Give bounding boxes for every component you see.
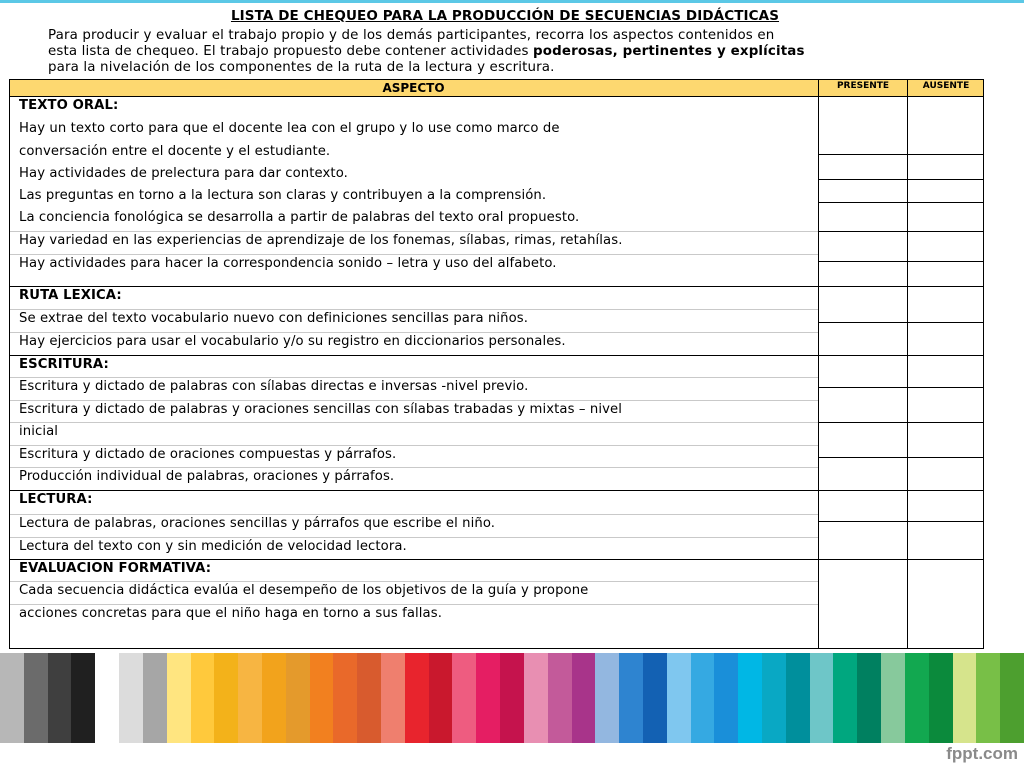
palette-swatch [24, 653, 48, 743]
palette-swatch [191, 653, 215, 743]
palette-swatch [262, 653, 286, 743]
checklist-item: La conciencia fonológica se desarrolla a partir de palabras del texto oral propuesto. [19, 210, 580, 225]
check-cell-border [818, 387, 984, 388]
check-cell-border [818, 286, 984, 287]
palette-swatch [214, 653, 238, 743]
row-gridline [10, 254, 818, 255]
check-cell-border [818, 559, 984, 560]
row-gridline [10, 467, 818, 468]
palette-swatch [429, 653, 453, 743]
check-cell-border [818, 154, 984, 155]
palette-swatch [881, 653, 905, 743]
palette-swatch [1000, 653, 1024, 743]
row-gridline [10, 604, 818, 605]
table-vertical-border [907, 79, 908, 649]
document-title: LISTA DE CHEQUEO PARA LA PRODUCCIÓN DE SECUENCIAS DIDÁCTICAS [230, 8, 780, 24]
intro-line-2 [48, 44, 978, 60]
palette-swatch [0, 653, 24, 743]
table-vertical-border [9, 79, 10, 649]
section-heading: TEXTO ORAL: [19, 98, 119, 113]
section-heading: LECTURA: [19, 492, 93, 507]
palette-swatch [595, 653, 619, 743]
checklist-item: Escritura y dictado de oraciones compuestas y párrafos. [19, 447, 397, 462]
checklist-item: Lectura de palabras, oraciones sencillas y párrafos que escribe el niño. [19, 516, 496, 531]
palette-swatch [643, 653, 667, 743]
palette-swatch [572, 653, 596, 743]
checklist-item: Hay variedad en las experiencias de aprendizaje de los fonemas, sílabas, rimas, retahílas. [19, 233, 623, 248]
palette-swatch [524, 653, 548, 743]
check-cell-border [818, 422, 984, 423]
checklist-item: Hay actividades para hacer la correspondencia sonido – letra y uso del alfabeto. [19, 256, 557, 271]
palette-swatch [48, 653, 72, 743]
palette-swatch [833, 653, 857, 743]
intro-line-1: Para producir y evaluar el trabajo propio y de los demás participantes, recorra los aspectos contenidos en [48, 28, 775, 43]
section-heading: ESCRITURA: [19, 357, 109, 372]
palette-swatch [762, 653, 786, 743]
table-vertical-border [983, 79, 984, 649]
check-cell-border [818, 490, 984, 491]
table-vertical-border [818, 79, 819, 649]
check-cell-border [818, 521, 984, 522]
palette-swatch [238, 653, 262, 743]
row-gridline [10, 445, 818, 446]
intro-line-2-bold: poderosas, pertinentes y explícitas [533, 44, 805, 59]
check-cell-border [818, 322, 984, 323]
checklist-item: Hay ejercicios para usar el vocabulario y/o su registro en diccionarios personales. [19, 334, 566, 349]
row-gridline [10, 581, 818, 582]
row-gridline [10, 514, 818, 515]
check-cell-border [818, 231, 984, 232]
checklist-item: inicial [19, 424, 59, 439]
checklist-item: Escritura y dictado de palabras con sílabas directas e inversas -nivel previo. [19, 379, 529, 394]
header-present: PRESENTE [819, 79, 907, 96]
section-heading: RUTA LEXICA: [19, 288, 122, 303]
intro-paragraph [48, 28, 978, 76]
table-section-border [9, 648, 984, 649]
row-gridline [10, 332, 818, 333]
intro-line-2-start: esta lista de chequeo. El trabajo propuesto debe contener actividades [48, 44, 534, 59]
palette-swatch [619, 653, 643, 743]
header-absent: AUSENTE [908, 79, 984, 96]
check-cell-border [818, 261, 984, 262]
row-gridline [10, 422, 818, 423]
logo-suffix: .com [978, 744, 1018, 763]
header-aspect: ASPECTO [9, 79, 818, 96]
check-cell-border [818, 457, 984, 458]
table-section-border [9, 96, 984, 97]
palette-swatch [381, 653, 405, 743]
checklist-item: Escritura y dictado de palabras y oraciones sencillas con sílabas trabadas y mixtas – nivel [19, 402, 622, 417]
checklist-item: Lectura del texto con y sin medición de velocidad lectora. [19, 539, 407, 554]
palette-swatch [286, 653, 310, 743]
checklist-item: Hay actividades de prelectura para dar contexto. [19, 166, 348, 181]
palette-swatch [452, 653, 476, 743]
palette-swatch [500, 653, 524, 743]
palette-swatch [953, 653, 977, 743]
row-gridline [10, 377, 818, 378]
checklist-table [9, 79, 984, 649]
palette-swatch [738, 653, 762, 743]
palette-swatch [333, 653, 357, 743]
palette-swatch [976, 653, 1000, 743]
palette-swatch [71, 653, 95, 743]
row-gridline [10, 400, 818, 401]
palette-swatch [476, 653, 500, 743]
check-cell-border [818, 202, 984, 203]
checklist-item: acciones concretas para que el niño haga en torno a sus fallas. [19, 606, 442, 621]
palette-swatch [119, 653, 143, 743]
row-gridline [10, 309, 818, 310]
palette-swatch [405, 653, 429, 743]
palette-swatch [691, 653, 715, 743]
check-cell-border [818, 355, 984, 356]
palette-swatch [714, 653, 738, 743]
palette-swatch [857, 653, 881, 743]
palette-swatch [143, 653, 167, 743]
intro-line-3: para la nivelación de los componentes de la ruta de la lectura y escritura. [48, 60, 555, 75]
palette-swatch [310, 653, 334, 743]
checklist-item: Se extrae del texto vocabulario nuevo con definiciones sencillas para niños. [19, 311, 529, 326]
checklist-item: Las preguntas en torno a la lectura son claras y contribuyen a la comprensión. [19, 188, 547, 203]
palette-swatch [548, 653, 572, 743]
fppt-logo [946, 744, 1018, 764]
checklist-item: Cada secuencia didáctica evalúa el desempeño de los objetivos de la guía y propone [19, 583, 589, 598]
palette-swatch [929, 653, 953, 743]
section-heading: EVALUACION FORMATIVA: [19, 561, 212, 576]
palette-swatch [95, 653, 119, 743]
palette-swatch [667, 653, 691, 743]
table-section-border [9, 79, 984, 80]
check-cell-border [818, 179, 984, 180]
row-gridline [10, 231, 818, 232]
palette-swatch [905, 653, 929, 743]
checklist-item: Producción individual de palabras, oraciones y párrafos. [19, 469, 395, 484]
logo-main: fppt [946, 744, 979, 763]
palette-swatch [786, 653, 810, 743]
top-accent-line [0, 0, 1024, 3]
palette-swatch [357, 653, 381, 743]
checklist-item: Hay un texto corto para que el docente lea con el grupo y lo use como marco de [19, 121, 560, 136]
row-gridline [10, 537, 818, 538]
checklist-item: conversación entre el docente y el estudiante. [19, 144, 331, 159]
palette-swatch [167, 653, 191, 743]
palette-swatch [810, 653, 834, 743]
